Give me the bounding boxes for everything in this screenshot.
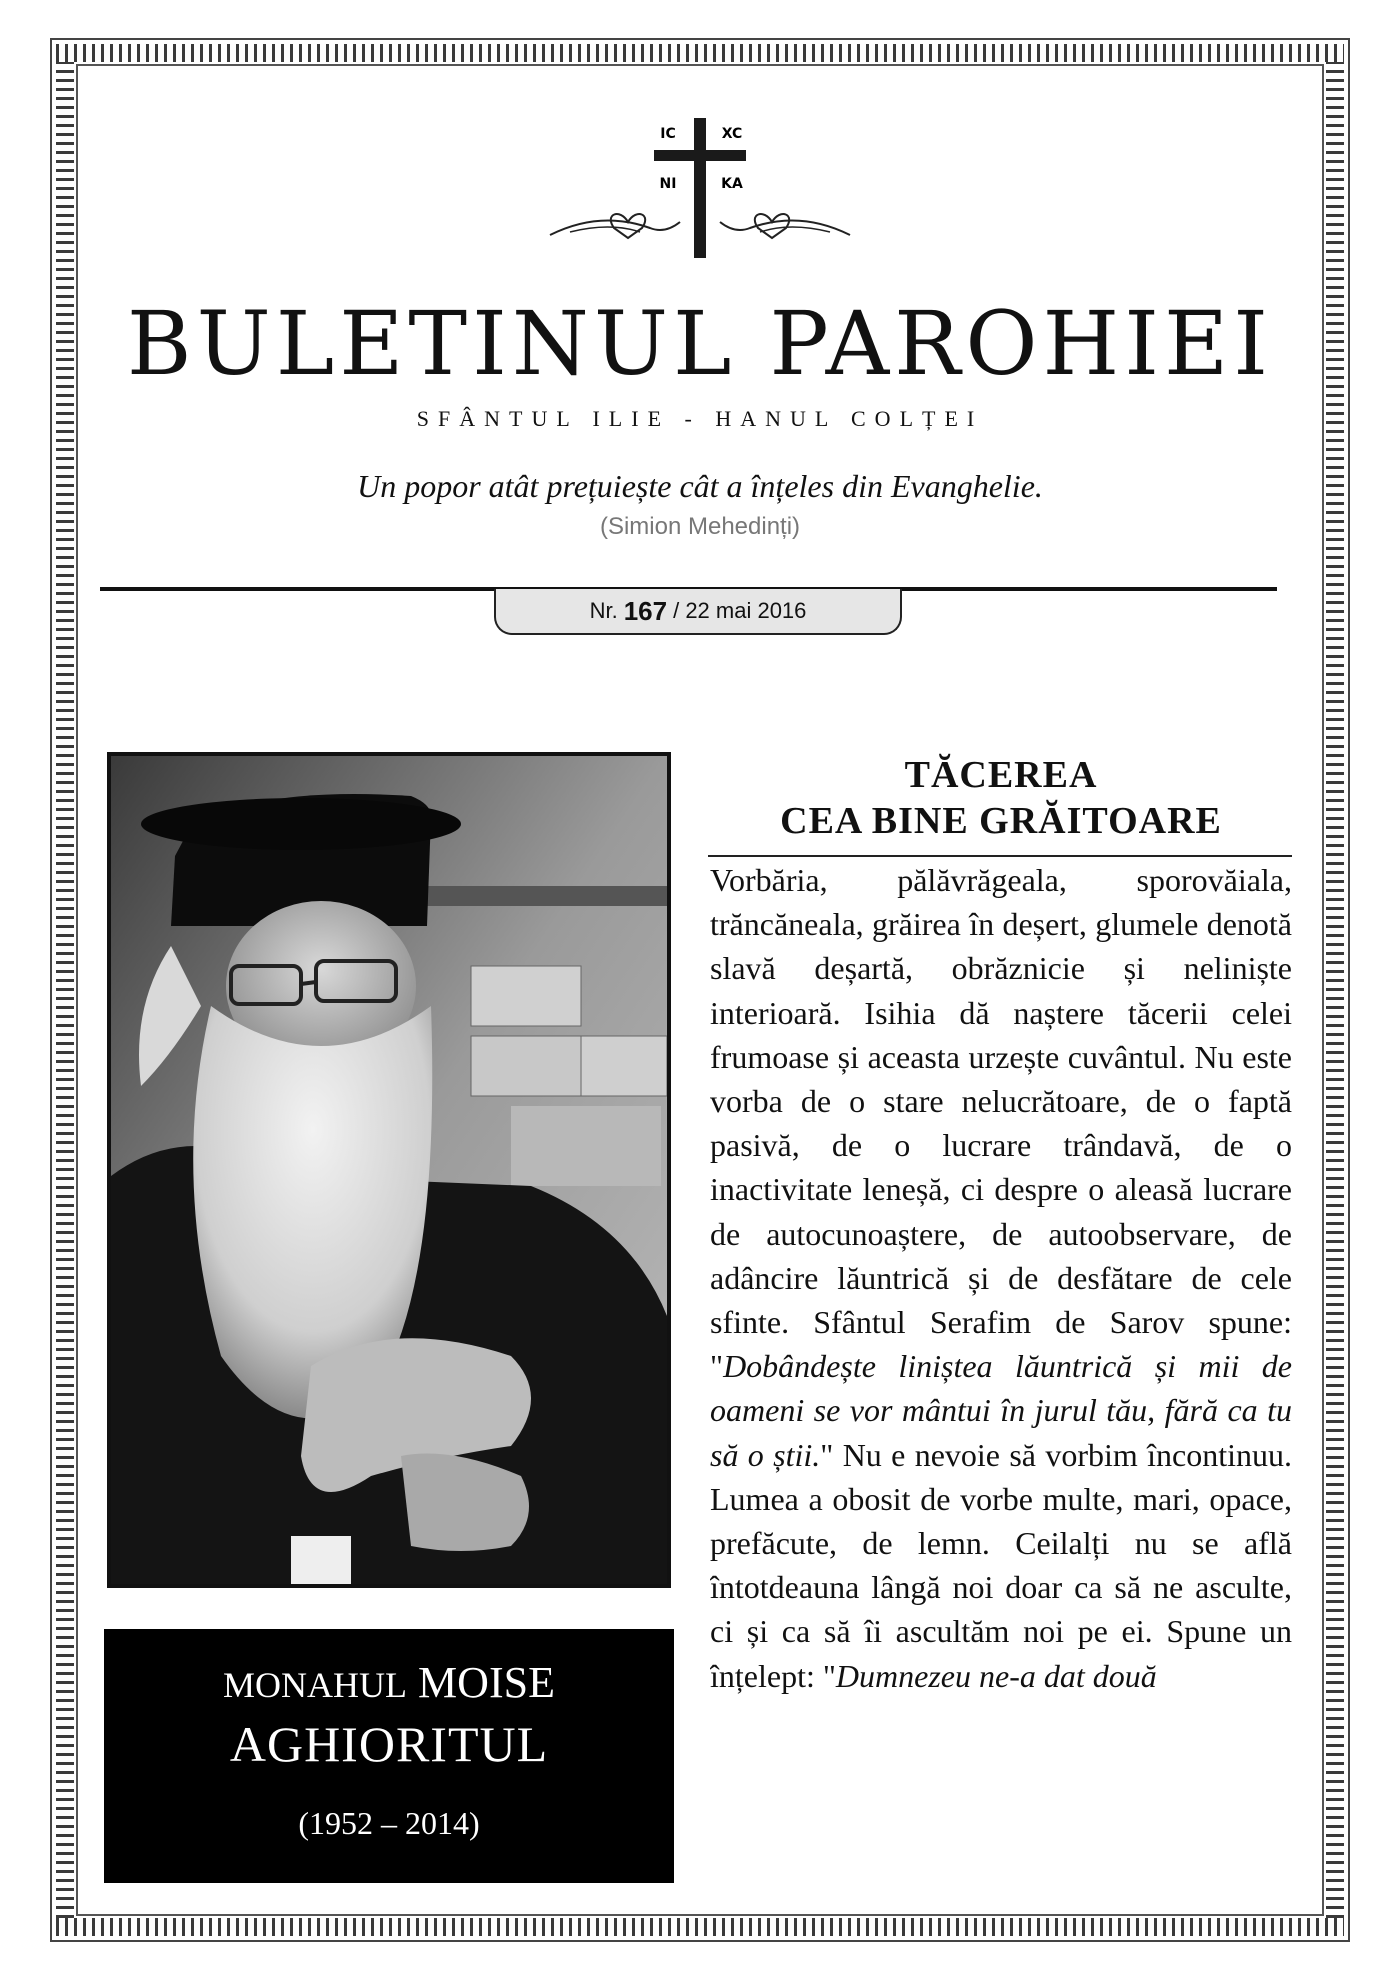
emblem-letters-tr: XC xyxy=(721,126,743,142)
article-quote-sage: Dumnezeu ne-a dat două xyxy=(835,1657,1157,1694)
caption-prefix: MONAHUL xyxy=(223,1665,408,1705)
article-quote-serafim: Dobândește liniștea lăuntrică și mii de oameni se vor mântui în jurul tău, fără ca tu să o știi. xyxy=(710,1348,1292,1473)
subject-caption xyxy=(104,1629,674,1883)
cross-emblem xyxy=(540,110,860,260)
caption-surname: AGHIORITUL xyxy=(229,1716,549,1772)
monk-portrait-photo xyxy=(107,752,671,1588)
emblem-letters-bl: NI xyxy=(659,176,677,192)
article-title-line2: CEA BINE GRĂITOARE xyxy=(780,800,1222,842)
article-text-part2: " Nu e nevoie să vorbim încontinuu. Lumea a obosit de vorbe multe, mari, opace, prefăcute, de lemn. Ceilalți nu se află întotdeauna lângă noi doar ca să ne asculte, ci și ca să îi ascultăm noi pe ei. Spune un înțelept: " xyxy=(710,1436,1292,1694)
article-title-line1: TĂCEREA xyxy=(904,754,1098,796)
issue-number: 167 xyxy=(623,595,668,626)
caption-name: MOISE xyxy=(418,1658,555,1707)
issue-prefix: Nr. xyxy=(589,598,618,623)
article-title-rule xyxy=(708,855,1292,857)
article-body xyxy=(710,858,1292,1876)
issue-badge xyxy=(494,589,902,635)
issue-date: / 22 mai 2016 xyxy=(673,598,807,623)
bulletin-title: BULETINUL PAROHIEI xyxy=(126,292,1274,395)
caption-years: (1952 – 2014) xyxy=(298,1805,480,1841)
parish-subtitle: SFÂNTUL ILIE - HANUL COLȚEI xyxy=(416,406,984,431)
motto-author: (Simion Mehedinți) xyxy=(599,513,801,540)
article-title xyxy=(710,752,1292,844)
portrait-image xyxy=(111,756,667,1584)
emblem-letters-tl: IC xyxy=(660,126,676,142)
orthodox-cross-icon xyxy=(540,110,860,260)
emblem-letters-br: KA xyxy=(721,176,743,192)
article-text-part1: Vorbăria, pălăvrăgeala, sporovăiala, trăncăneala, grăirea în deșert, glumele denotă slavă deșartă, obrăznicie și neliniște interioară. Isihia dă naștere tăcerii celei frumoase și aceasta urzește cuvântul. Nu este vorba de o stare nelucrătoare, de o faptă pasivă, de o lucrare trândavă, de o inactivitate leneșă, ci despre o aleasă lucrare de autocunoaștere, de autoobservare, de adâncire lăuntrică și de desfătare de cele sfinte. Sfântul Serafim de Sarov spune: " xyxy=(710,862,1292,1385)
motto-quote: Un popor atât prețuiește cât a înțeles din Evanghelie. xyxy=(357,468,1043,504)
caption-name-line xyxy=(104,1658,674,1707)
